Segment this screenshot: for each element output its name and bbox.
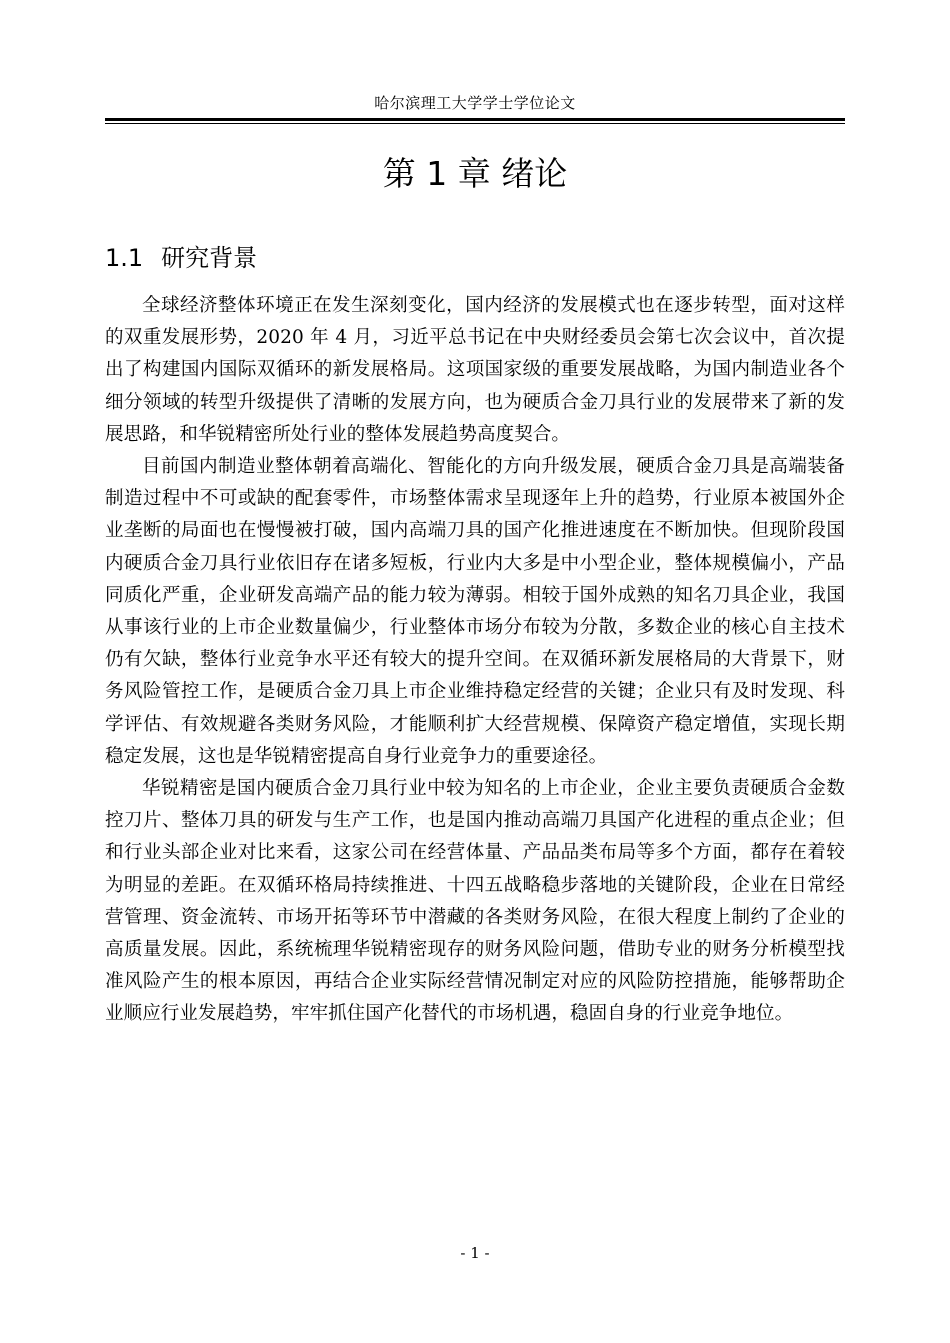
paragraph: 目前国内制造业整体朝着高端化、智能化的方向升级发展，硬质合金刀具是高端装备制造过程中不可或缺的配套零件，市场整体需求呈现逐年上升的趋势，行业原本被国外企业垄断的局面也在慢慢被打破，国内高端刀具的国产化推进速度在不断加快。但现阶段国内硬质合金刀具行业依旧存在诸多短板，行业内大多是中小型企业，整体规模偏小，产品同质化严重，企业研发高端产品的能力较为薄弱。相较于国外成熟的知名刀具企业，我国从事该行业的上市企业数量偏少，行业整体市场分布较为分散，多数企业的核心自主技术仍有欠缺，整体行业竞争水平还有较大的提升空间。在双循环新发展格局的大背景下，财务风险管控工作，是硬质合金刀具上市企业维持稳定经营的关键；企业只有及时发现、科学评估、有效规避各类财务风险，才能顺利扩大经营规模、保障资产稳定增值，实现长期稳定发展，这也是华锐精密提高自身行业竞争力的重要途径。	[105, 456, 845, 767]
header-rule-thin	[105, 123, 845, 124]
section-number: 1.1	[105, 244, 144, 272]
section-heading	[105, 238, 257, 278]
section-title: 研究背景	[161, 244, 258, 272]
running-header: 哈尔滨理工大学学士学位论文	[374, 94, 576, 112]
paragraph: 华锐精密是国内硬质合金刀具行业中较为知名的上市企业，企业主要负责硬质合金数控刀片、整体刀具的研发与生产工作，也是国内推动高端刀具国产化进程的重点企业；但和行业头部企业对比来看，这家公司在经营体量、产品品类布局等多个方面，都存在着较为明显的差距。在双循环格局持续推进、十四五战略稳步落地的关键阶段，企业在日常经营管理、资金流转、市场开拓等环节中潜藏的各类财务风险，在很大程度上制约了企业的高质量发展。因此，系统梳理华锐精密现存的财务风险问题，借助专业的财务分析模型找准风险产生的根本原因，再结合企业实际经营情况制定对应的风险防控措施，能够帮助企业顺应行业发展趋势，牢牢抓住国产化替代的市场机遇，稳固自身的行业竞争地位。	[105, 778, 845, 1025]
paragraph: 全球经济整体环境正在发生深刻变化，国内经济的发展模式也在逐步转型，面对这样的双重发展形势，2020 年 4 月，习近平总书记在中央财经委员会第七次会议中，首次提出了构建国内国际双循环的新发展格局。这项国家级的重要发展战略，为国内制造业各个细分领域的转型升级提供了清晰的发展方向，也为硬质合金刀具行业的发展带来了新的发展思路，和华锐精密所处行业的整体发展趋势高度契合。	[105, 295, 845, 445]
body-text	[105, 290, 845, 1031]
page-number: - 1 -	[460, 1244, 490, 1262]
chapter-title: 第 1 章 绪论	[382, 154, 568, 193]
header-rule-thick	[105, 118, 845, 121]
